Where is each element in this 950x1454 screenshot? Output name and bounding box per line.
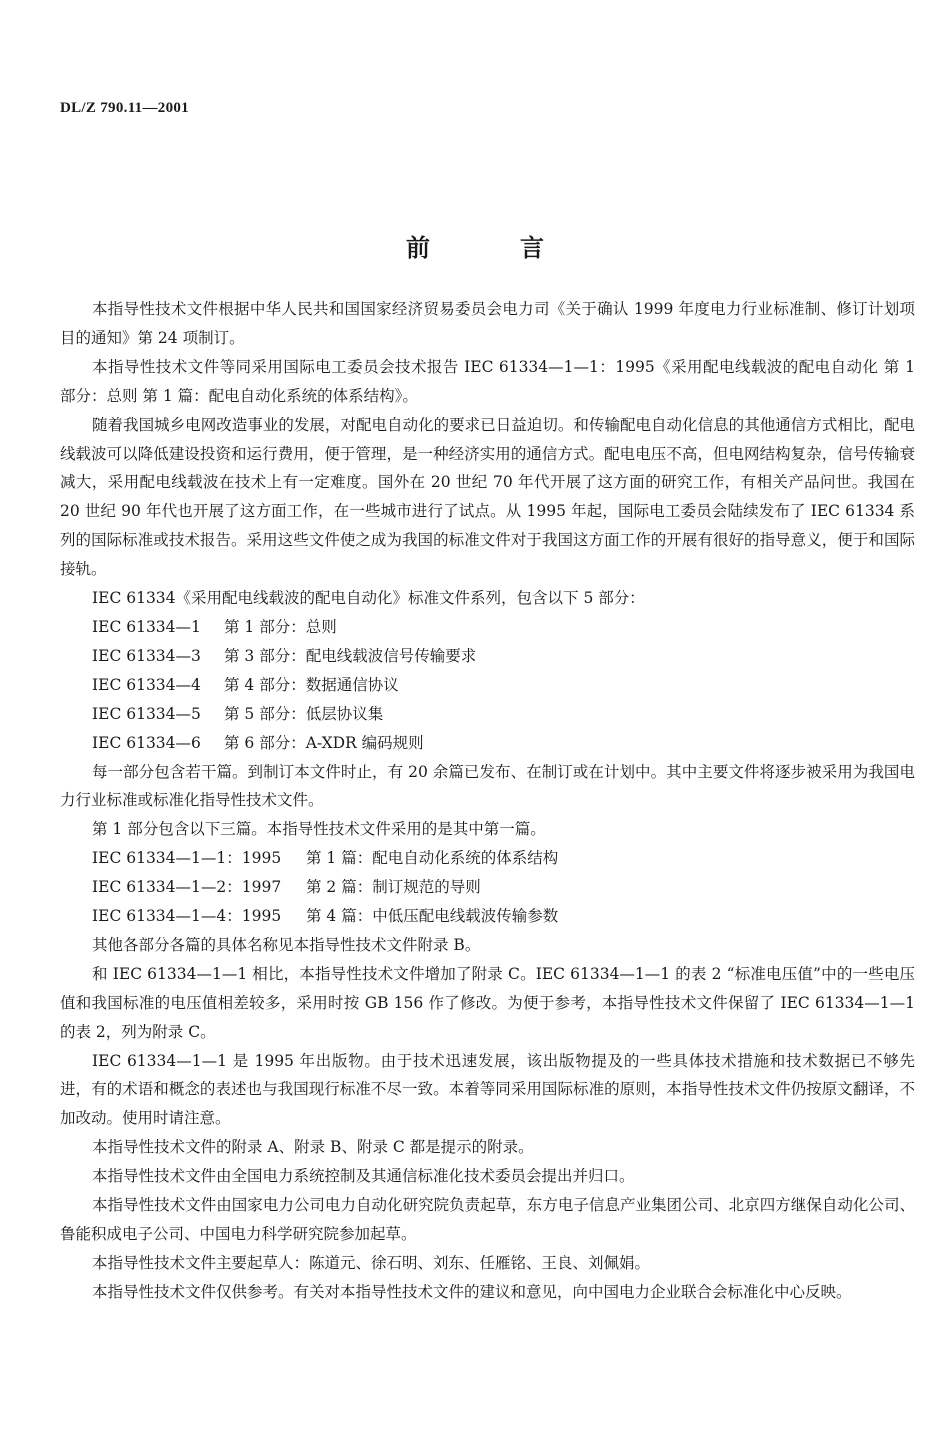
part-code: IEC 61334—3 (92, 646, 201, 665)
paragraph-appendix-b-ref: 其他各部分各篇的具体名称见本指导性技术文件附录 B。 (92, 935, 481, 954)
section-title: 第 2 篇：制订规范的导则 (306, 878, 481, 897)
section-code: IEC 61334—1—4：1995 (92, 907, 282, 926)
standard-code: DL/Z 790.11—2001 (60, 100, 189, 116)
sections-list (60, 844, 915, 931)
list-item (60, 613, 915, 642)
paragraph-background: 随着我国城乡电网改造事业的发展，对配电自动化的要求已日益迫切。和传输配电自动化信息的其他通信方式相比，配电线载波可以降低建设投资和运行费用，便于管理，是一种经济实用的通信方式。配电电压不高，但电网结构复杂，信号传输衰减大，采用配电线载波在技术上有一定难度。国外在 20 世纪 70 年代开展了这方面的研究工作，有相关产品问世。我国在 20 世纪 90 年代也开展了这方面工作，在一些城市进行了试点。从 1995 年起，国际电工委员会陆续发布了 IEC 61334 系列的国际标准或技术报告。采用这些文件使之成为我国的标准文件对于我国这方面工作的开展有很好的指导意义，便于和国际接轨。 (60, 415, 915, 579)
part-title: 第 5 部分：低层协议集 (224, 704, 384, 723)
paragraph-equivalence: 本指导性技术文件等同采用国际电工委员会技术报告 IEC 61334—1—1：1995《采用配电线载波的配电自动化 第 1 部分：总则 第 1 篇：配电自动化系统的体系结构》。 (60, 357, 915, 405)
section-code: IEC 61334—1—1：1995 (92, 849, 282, 868)
paragraph-basis: 本指导性技术文件根据中华人民共和国国家经济贸易委员会电力司《关于确认 1999 年度电力行业标准制、修订计划项目的通知》第 24 项制订。 (60, 300, 915, 347)
section-title: 第 1 篇：配电自动化系统的体系结构 (306, 849, 559, 868)
paragraph-translation-note: IEC 61334—1—1 是 1995 年出版物。由于技术迅速发展，该出版物提及的一些具体技术措施和技术数据已不够先进，有的术语和概念的表述也与我国现行标准不尽一致。本着等同采用国际标准的原则，本指导性技术文件仍按原文翻译，不加改动。使用时请注意。 (60, 1051, 915, 1128)
part-code: IEC 61334—1 (92, 617, 201, 636)
parts-list (60, 613, 915, 758)
paragraph-part1-intro: 第 1 部分包含以下三篇。本指导性技术文件采用的是其中第一篇。 (92, 820, 546, 839)
list-item (60, 902, 915, 931)
paragraph-drafting-units: 本指导性技术文件由国家电力公司电力自动化研究院负责起草，东方电子信息产业集团公司、北京四方继保自动化公司、鲁能积成电子公司、中国电力科学研究院参加起草。 (60, 1196, 915, 1243)
part-code: IEC 61334—5 (92, 704, 201, 723)
part-title: 第 4 部分：数据通信协议 (224, 675, 399, 694)
part-code: IEC 61334—6 (92, 733, 201, 752)
paragraph-proposer: 本指导性技术文件由全国电力系统控制及其通信标准化技术委员会提出并归口。 (92, 1167, 635, 1186)
document-body (60, 295, 915, 1307)
paragraph-drafters: 本指导性技术文件主要起草人：陈道元、徐石明、刘东、任雁铭、王良、刘佩娟。 (92, 1253, 651, 1272)
part-code: IEC 61334—4 (92, 675, 201, 694)
list-item (60, 873, 915, 902)
list-item (60, 729, 915, 758)
list-item (60, 671, 915, 700)
section-code: IEC 61334—1—2：1997 (92, 878, 282, 897)
list-item (60, 844, 915, 873)
section-title: 第 4 篇：中低压配电线载波传输参数 (306, 907, 559, 926)
list-item (60, 700, 915, 729)
part-title: 第 6 部分：A-XDR 编码规则 (224, 733, 424, 752)
list-item (60, 642, 915, 671)
paragraph-parts-status: 每一部分包含若干篇。到制订本文件时止，有 20 余篇已发布、在制订或在计划中。其中主要文件将逐步被采用为我国电力行业标准或标准化指导性技术文件。 (60, 762, 915, 810)
page-title: 前言 (406, 234, 634, 262)
part-title: 第 1 部分：总则 (224, 617, 337, 636)
part-title: 第 3 部分：配电线载波信号传输要求 (224, 646, 477, 665)
paragraph-series-intro: IEC 61334《采用配电线载波的配电自动化》标准文件系列，包含以下 5 部分： (92, 589, 645, 608)
paragraph-feedback: 本指导性技术文件仅供参考。有关对本指导性技术文件的建议和意见，向中国电力企业联合会标准化中心反映。 (92, 1282, 852, 1301)
paragraph-differences: 和 IEC 61334—1—1 相比，本指导性技术文件增加了附录 C。IEC 61334—1—1 的表 2 “标准电压值”中的一些电压值和我国标准的电压值相差较多，采用时按 GB 156 作了修改。为便于参考，本指导性技术文件保留了 IEC 61334—1—1 的表 2，列为附录 C。 (60, 964, 915, 1041)
paragraph-appendices: 本指导性技术文件的附录 A、附录 B、附录 C 都是提示的附录。 (92, 1138, 534, 1157)
